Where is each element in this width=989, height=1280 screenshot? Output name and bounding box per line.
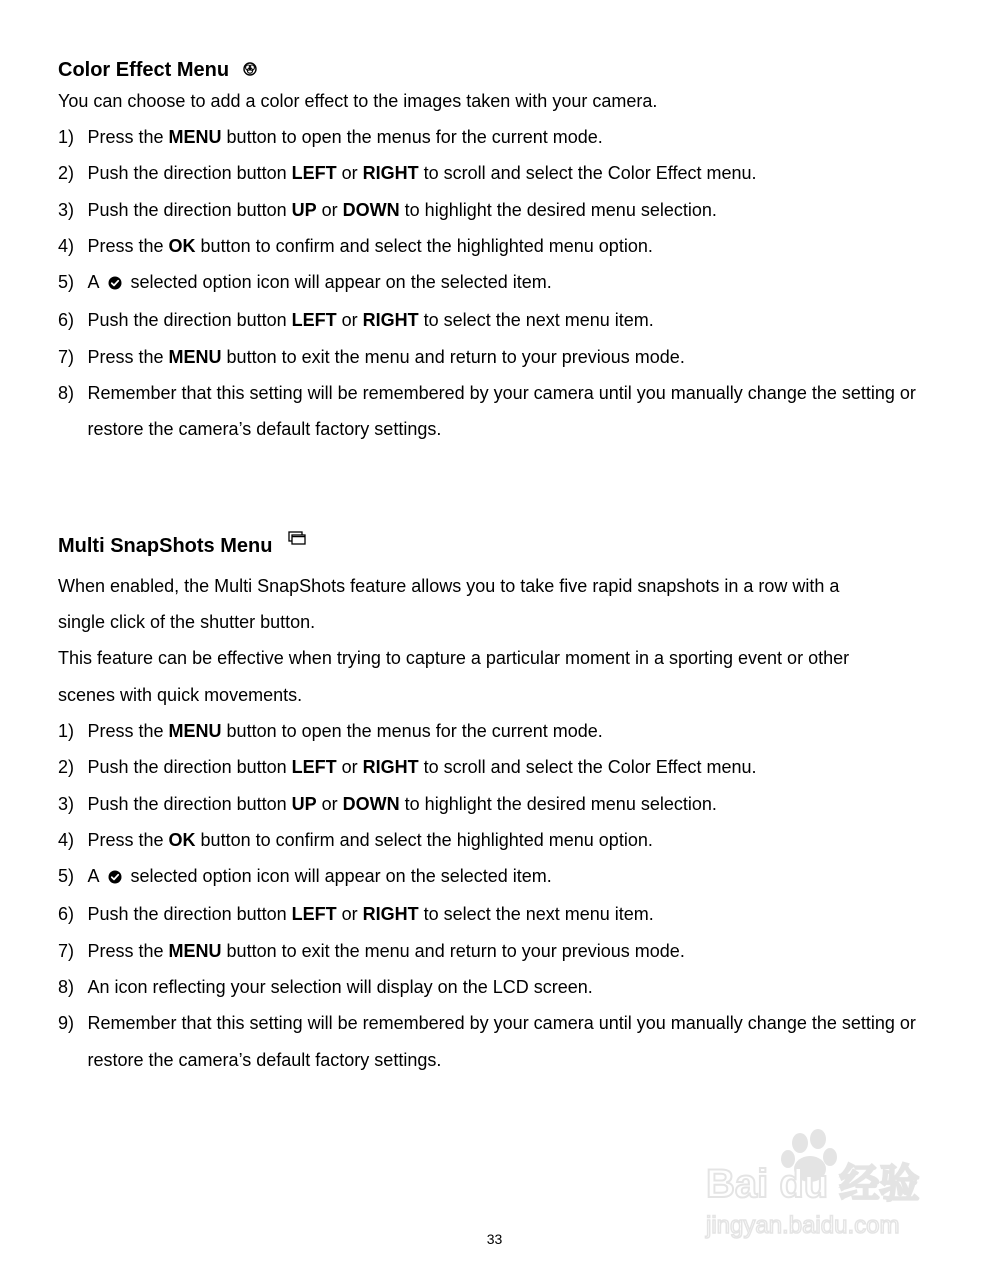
list-item: 8) Remember that this setting will be remembered by your camera until you manually change the setting or restore the camera’s default factory settings. — [58, 383, 916, 440]
multi-snapshots-steps — [58, 713, 938, 1078]
watermark-url: jingyan.baidu.com — [706, 1212, 900, 1239]
multi-snapshots-intro-line2: single click of the shutter button. — [58, 612, 316, 632]
color-effect-icon — [243, 58, 257, 82]
selected-check-icon — [108, 860, 122, 896]
list-item: 7) Press the MENU button to exit the menu and return to your previous mode. — [58, 940, 685, 961]
watermark-brand: Bai du 经验 — [706, 1162, 920, 1206]
list-item: 5) A selected option icon will appear on the selected item. — [58, 264, 938, 302]
baidu-watermark — [700, 1125, 940, 1245]
list-item: 6) Push the direction button LEFT or RIGHT to select the next menu item. — [58, 904, 654, 925]
list-item: 9) Remember that this setting will be remembered by your camera until you manually change the setting or restore the camera’s default factory settings. — [58, 1013, 916, 1070]
multi-snapshots-intro-line4: scenes with quick movements. — [58, 685, 303, 705]
color-effect-intro: You can choose to add a color effect to the images taken with your camera. — [58, 91, 658, 111]
multi-snapshots-icon — [288, 528, 306, 552]
multi-snapshots-title: Multi SnapShots Menu — [58, 535, 273, 557]
list-item: 8) An icon reflecting your selection will display on the LCD screen. — [58, 977, 593, 998]
color-effect-steps — [58, 119, 938, 448]
list-item: 1) Press the MENU button to open the menus for the current mode. — [58, 127, 603, 147]
list-item: 4) Press the OK button to confirm and select the highlighted menu option. — [58, 235, 653, 256]
list-item: 6) Push the direction button LEFT or RIGHT to select the next menu item. — [58, 310, 654, 331]
list-item: 4) Press the OK button to confirm and select the highlighted menu option. — [58, 829, 653, 850]
list-item: 3) Push the direction button UP or DOWN to highlight the desired menu selection. — [58, 199, 717, 220]
multi-snapshots-intro-line3: This feature can be effective when trying to capture a particular moment in a sporting event or other — [58, 648, 850, 668]
multi-snapshots-heading — [58, 534, 306, 558]
page-number: 33 — [486, 1231, 503, 1247]
list-item: 3) Push the direction button UP or DOWN to highlight the desired menu selection. — [58, 793, 717, 814]
list-item: 7) Press the MENU button to exit the menu and return to your previous mode. — [58, 346, 685, 367]
multi-snapshots-intro-line1: When enabled, the Multi SnapShots feature allows you to take five rapid snapshots in a row with a — [58, 576, 840, 596]
list-item: 2) Push the direction button LEFT or RIGHT to scroll and select the Color Effect menu. — [58, 163, 757, 184]
list-item: 5) A selected option icon will appear on the selected item. — [58, 858, 938, 896]
color-effect-heading — [58, 58, 257, 82]
list-item: 2) Push the direction button LEFT or RIGHT to scroll and select the Color Effect menu. — [58, 757, 757, 778]
color-effect-title: Color Effect Menu — [58, 59, 230, 81]
list-item: 1) Press the MENU button to open the menus for the current mode. — [58, 721, 603, 741]
selected-check-icon — [108, 266, 122, 302]
